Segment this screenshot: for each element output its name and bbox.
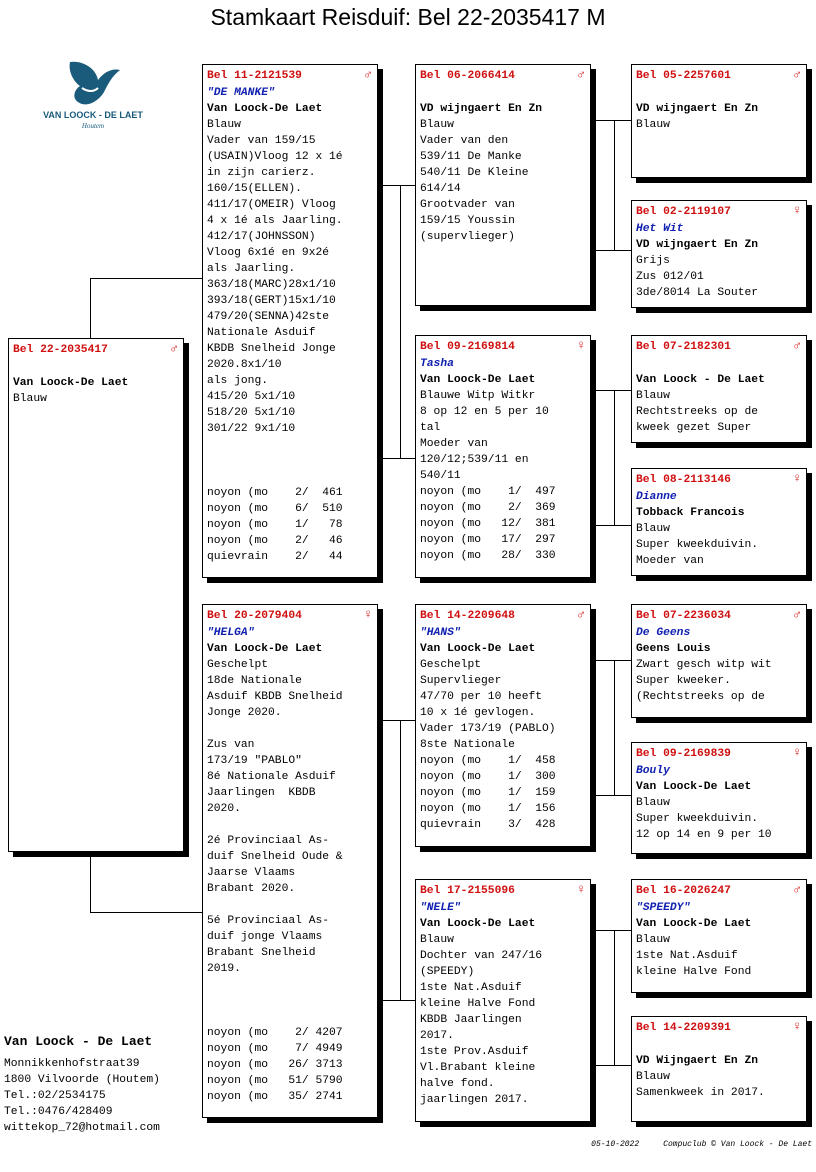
pedigree-line: 479/20(SENNA)42ste [207,311,330,323]
pedigree-line: Zwart gesch witp wit [636,659,772,671]
pedigree-line: kleine Halve Fond [636,966,752,978]
connector [382,185,416,186]
pedigree-line: 47/70 per 10 heeft [420,691,543,703]
pigeon-nickname: "SPEEDY" [636,902,691,914]
ring-number-text: Bel 08-2113146 [636,474,731,486]
ring-number [636,472,803,489]
sex-symbol-icon: ♀ [793,1019,801,1034]
connector [90,278,204,279]
ring-number [636,883,803,900]
pedigree-line: noyon (mo 2/ 46 [207,535,343,547]
pedigree-line: noyon (mo 2/ 461 [207,487,343,499]
pedigree-line: Blauw [636,1071,670,1083]
pedigree-line: duif jonge Vlaams [207,931,323,943]
ring-number [207,68,374,85]
pedigree-line: 2019. [207,963,241,975]
pedigree-line: Grijs [636,255,670,267]
connector [400,185,401,458]
paternal-grandmother-card[interactable] [415,335,591,578]
sex-symbol-icon: ♀ [577,338,585,353]
great-grandparent-card[interactable] [631,742,807,854]
pedigree-line: 8é Nationale Asduif [207,771,336,783]
pedigree-line: Samenkweek in 2017. [636,1087,765,1099]
connector [596,250,632,251]
pedigree-line: 1ste Nat.Asduif [420,982,522,994]
breeder-owner: Van Loock-De Laet [207,103,323,115]
pedigree-line [207,977,374,993]
sex-symbol-icon: ♂ [170,341,178,356]
pedigree-line: noyon (mo 2/ 4207 [207,1027,343,1039]
pedigree-line: Super kweekduivin. [636,539,759,551]
sex-symbol-icon: ♀ [577,882,585,897]
sex-symbol-icon: ♀ [793,203,801,218]
pedigree-line: KBDB Jaarlingen [420,1014,522,1026]
breeder-owner: Van Loock-De Laet [636,918,752,930]
pedigree-line: Vl.Brabant kleine [420,1062,536,1074]
connector [596,1065,632,1066]
ring-number-text: Bel 09-2169839 [636,748,731,760]
pedigree-line: Blauw [636,797,670,809]
pedigree-line: Blauw [636,523,670,535]
pedigree-line: Vloog 6x1é en 9x2é [207,247,330,259]
page-title: Stamkaart Reisduif: Bel 22-2035417 M [210,4,606,30]
pedigree-line: 2020. [207,803,241,815]
connector [90,278,91,340]
great-grandparent-card[interactable] [631,1016,807,1122]
pedigree-line: Vader 173/19 (PABLO) [420,723,556,735]
breeder-city: 1800 Vilvoorde (Houtem) [4,1074,160,1086]
breeder-owner: VD wijngaert En Zn [636,103,759,115]
pedigree-line: Blauwe Witp Witkr [420,390,536,402]
great-grandparent-card[interactable] [631,468,807,576]
pedigree-line: 1ste Prov.Asduif [420,1046,529,1058]
pigeon-logo-icon [38,58,148,130]
pedigree-line: Super kweeker. [636,675,731,687]
connector [90,850,91,912]
pedigree-line: 4 x 1é als Jaarling. [207,215,343,227]
pedigree-line: quievrain 3/ 428 [420,819,556,831]
ring-number-text: Bel 07-2236034 [636,610,731,622]
pigeon-nickname: "HANS" [420,627,461,639]
sex-symbol-icon: ♂ [577,67,585,82]
pedigree-line [207,817,374,833]
ring-number [636,339,803,356]
pedigree-line: (SPEEDY) [420,966,475,978]
pedigree-line: noyon (mo 12/ 381 [420,518,556,530]
breeder-owner: Van Loock-De Laet [636,781,752,793]
pedigree-line: Blauw [420,119,454,131]
pedigree-line: noyon (mo 1/ 497 [420,486,556,498]
pedigree-line: als jong. [207,375,269,387]
pedigree-line: 120/12;539/11 en [420,454,529,466]
breeder-owner: Tobback Francois [636,507,745,519]
pedigree-line: Rechtstreeks op de [636,406,759,418]
pedigree-line [207,469,374,485]
pigeon-nickname [420,85,587,101]
pedigree-line: Blauw [636,390,670,402]
ring-number-text: Bel 06-2066414 [420,70,515,82]
ring-number [636,1020,803,1037]
pedigree-line: noyon (mo 1/ 159 [420,787,556,799]
pedigree-line: Supervlieger [420,675,502,687]
sex-symbol-icon: ♂ [793,67,801,82]
pedigree-line: Jaarse Vlaams [207,867,296,879]
print-date: 05-10-2022 [591,1140,640,1149]
pedigree-line [207,453,374,469]
breeder-owner: Van Loock-De Laet [420,918,536,930]
breeder-address: Monnikkenhofstraat39 [4,1058,140,1070]
connector [614,660,615,795]
breeder-email[interactable]: wittekop_72@hotmail.com [4,1122,160,1134]
pedigree-line: noyon (mo 35/ 2741 [207,1091,343,1103]
pedigree-line [207,993,374,1009]
pedigree-line: noyon (mo 1/ 458 [420,755,556,767]
pedigree-line: 540/11 [420,470,461,482]
pigeon-nickname [636,85,803,101]
pedigree-line: 393/18(GERT)15x1/10 [207,295,336,307]
sex-symbol-icon: ♂ [793,338,801,353]
pedigree-line: 160/15(ELLEN). [207,183,302,195]
pigeon-nickname: Dianne [636,491,677,503]
maternal-grandmother-card[interactable] [415,879,591,1122]
connector [614,120,615,250]
pedigree-line: Blauw [636,934,670,946]
connector [382,1000,416,1001]
pedigree-line: 8ste Nationale [420,739,515,751]
software-credit: Compuclub © Van Loock - De Laet [663,1140,812,1149]
pigeon-nickname: Het Wit [636,223,684,235]
breeder-owner: VD wijngaert En Zn [420,103,543,115]
pedigree-line: in zijn carierz. [207,167,316,179]
breeder-phone: Tel.:02/2534175 [4,1090,106,1102]
ring-number [420,68,587,85]
pedigree-line: 12 op 14 en 9 per 10 [636,829,772,841]
pedigree-line: duif Snelheid Oude & [207,851,343,863]
pedigree-line: noyon (mo 1/ 156 [420,803,556,815]
connector [596,795,632,796]
connector [614,930,615,1065]
pedigree-line: Vader van 159/15 [207,135,316,147]
pedigree-line: noyon (mo 1/ 300 [420,771,556,783]
pedigree-line: 3de/8014 La Souter [636,287,759,299]
ring-number [13,342,180,359]
pigeon-nickname [636,356,803,372]
pedigree-line: noyon (mo 17/ 297 [420,534,556,546]
pedigree-line: Zus van [207,739,255,751]
pedigree-line: 1ste Nat.Asduif [636,950,738,962]
subject-pigeon-card[interactable] [8,338,184,852]
pedigree-line: 8 op 12 en 5 per 10 [420,406,549,418]
pedigree-line: 2020.8x1/10 [207,359,282,371]
pedigree-line: noyon (mo 1/ 78 [207,519,343,531]
pedigree-line: Dochter van 247/16 [420,950,543,962]
ring-number-text: Bel 20-2079404 [207,610,302,622]
pedigree-line: Grootvader van [420,199,515,211]
pedigree-line: 301/22 9x1/10 [207,423,296,435]
pedigree-line: 10 x 1é gevlogen. [420,707,536,719]
pedigree-line: Blauw [420,934,454,946]
sex-symbol-icon: ♂ [793,882,801,897]
pedigree-line [207,897,374,913]
pigeon-nickname: "DE MANKE" [207,87,275,99]
pedigree-line: 540/11 De Kleine [420,167,529,179]
great-grandparent-card[interactable] [631,200,807,308]
ring-number [636,746,803,763]
pedigree-line: noyon (mo 2/ 369 [420,502,556,514]
pedigree-line: 539/11 De Manke [420,151,522,163]
pedigree-line [207,437,374,453]
connector [596,525,632,526]
ring-number [420,883,587,900]
pedigree-line: 2é Provinciaal As- [207,835,330,847]
ring-number [420,608,587,625]
pedigree-line: 173/19 "PABLO" [207,755,302,767]
pedigree-line: 18de Nationale [207,675,302,687]
pedigree-line: Zus 012/01 [636,271,704,283]
connector [400,720,401,1000]
svg-text:Houtem: Houtem [81,122,105,130]
pedigree-line: kleine Halve Fond [420,998,536,1010]
pedigree-line: Geschelpt [420,659,482,671]
pedigree-line: jaarlingen 2017. [420,1094,529,1106]
sex-symbol-icon: ♂ [577,607,585,622]
paternal-grandfather-card[interactable] [415,64,591,306]
ring-number [636,68,803,85]
breeder-owner: VD wijngaert En Zn [636,239,759,251]
pedigree-line: (USAIN)Vloog 12 x 1é [207,151,343,163]
pigeon-nickname: "NELE" [420,902,461,914]
pedigree-line: 614/14 [420,183,461,195]
connector [382,458,416,459]
pedigree-line: Nationale Asduif [207,327,316,339]
pedigree-line: 412/17(JOHNSSON) [207,231,316,243]
pedigree-line: noyon (mo 26/ 3713 [207,1059,343,1071]
print-credit [591,1140,812,1149]
pigeon-nickname: "HELGA" [207,627,255,639]
pedigree-line: Brabant Snelheid [207,947,316,959]
pedigree-line: noyon (mo 28/ 330 [420,550,556,562]
pedigree-line: als Jaarling. [207,263,296,275]
pedigree-line: Jaarlingen KBDB [207,787,316,799]
pedigree-line: noyon (mo 6/ 510 [207,503,343,515]
connector [90,912,204,913]
pedigree-line: 159/15 Youssin [420,215,515,227]
great-grandparent-card[interactable] [631,64,807,178]
ring-number [207,608,374,625]
breeder-owner: Van Loock-De Laet [207,643,323,655]
breeder-owner: Van Loock - De Laet [636,374,765,386]
pedigree-line: Jonge 2020. [207,707,282,719]
sex-symbol-icon: ♀ [364,607,372,622]
club-logo [38,58,148,130]
great-grandparent-card[interactable] [631,335,807,443]
great-grandparent-card[interactable] [631,879,807,993]
pedigree-line: 411/17(OMEIR) Vloog [207,199,336,211]
pedigree-line: Moeder van [636,555,704,567]
breeder-owner: Van Loock-De Laet [420,374,536,386]
pedigree-line: (Rechtstreeks op de [636,691,765,703]
breeder-mobile: Tel.:0476/428409 [4,1106,113,1118]
ring-number-text: Bel 07-2182301 [636,341,731,353]
father-card[interactable] [202,64,378,578]
ring-number [636,204,803,221]
pedigree-line: tal [420,422,441,434]
sex-symbol-icon: ♀ [793,745,801,760]
pedigree-line [207,721,374,737]
breeder-owner: Geens Louis [636,643,711,655]
great-grandparent-card[interactable] [631,604,807,718]
connector [382,720,416,721]
breeder-owner: VD Wijngaert En Zn [636,1055,759,1067]
pigeon-nickname: Tasha [420,358,454,370]
maternal-grandfather-card[interactable] [415,604,591,847]
pedigree-line: Geschelpt [207,659,269,671]
mother-card[interactable] [202,604,378,1118]
svg-text:VAN LOOCK - DE LAET: VAN LOOCK - DE LAET [43,110,143,120]
ring-number-text: Bel 02-2119107 [636,206,731,218]
pigeon-nickname [636,1037,803,1053]
pigeon-nickname: Bouly [636,765,670,777]
ring-number-text: Bel 09-2169814 [420,341,515,353]
pedigree-line: Blauw [636,119,670,131]
ring-number [420,339,587,356]
pedigree-line: quievrain 2/ 44 [207,551,343,563]
sex-symbol-icon: ♀ [793,471,801,486]
pedigree-line: Blauw [207,119,241,131]
pedigree-line: 363/18(MARC)28x1/10 [207,279,336,291]
ring-number-text: Bel 05-2257601 [636,70,731,82]
breeder-name: Van Loock - De Laet [4,1034,153,1049]
ring-number-text: Bel 14-2209391 [636,1022,731,1034]
pedigree-line: Brabant 2020. [207,883,296,895]
breeder-owner: Van Loock-De Laet [420,643,536,655]
pedigree-line: 518/20 5x1/10 [207,407,296,419]
breeder-owner: Van Loock-De Laet [13,377,129,389]
pedigree-line: halve fond. [420,1078,495,1090]
pedigree-line: (supervlieger) [420,231,515,243]
pedigree-line: Blauw [13,393,47,405]
pedigree-line: Moeder van [420,438,488,450]
sex-symbol-icon: ♂ [364,67,372,82]
pedigree-line: Vader van den [420,135,509,147]
ring-number-text: Bel 14-2209648 [420,610,515,622]
pedigree-line: 415/20 5x1/10 [207,391,296,403]
sex-symbol-icon: ♂ [793,607,801,622]
pedigree-line: noyon (mo 7/ 4949 [207,1043,343,1055]
pedigree-line: Asduif KBDB Snelheid [207,691,343,703]
pedigree-line: 2017. [420,1030,454,1042]
connector [614,390,615,525]
ring-number-text: Bel 11-2121539 [207,70,302,82]
pigeon-nickname: De Geens [636,627,691,639]
pedigree-line: KBDB Snelheid Jonge [207,343,336,355]
pedigree-line [207,1009,374,1025]
ring-number-text: Bel 16-2026247 [636,885,731,897]
pedigree-line: kweek gezet Super [636,422,752,434]
pedigree-line: 5é Provinciaal As- [207,915,330,927]
ring-number-text: Bel 17-2155096 [420,885,515,897]
ring-number-text: Bel 22-2035417 [13,344,108,356]
pedigree-line: noyon (mo 51/ 5790 [207,1075,343,1087]
pedigree-line: Super kweekduivin. [636,813,759,825]
ring-number [636,608,803,625]
